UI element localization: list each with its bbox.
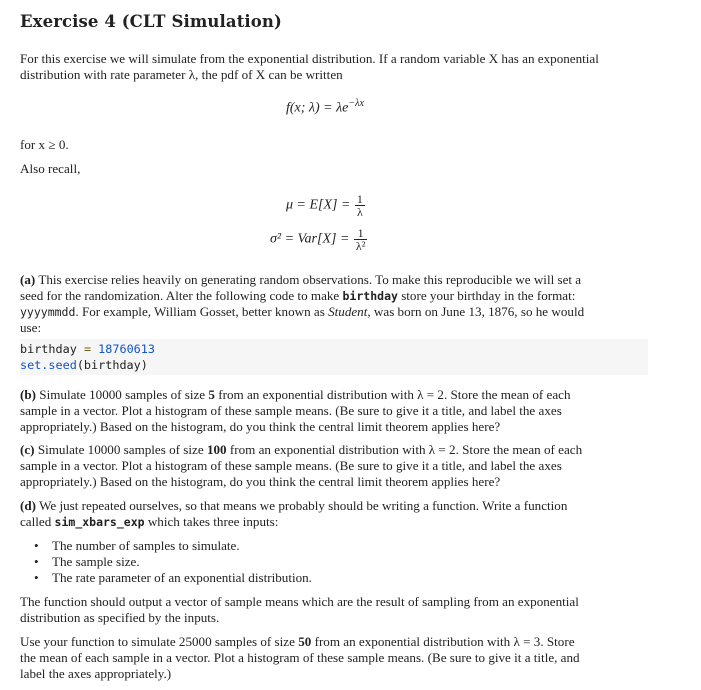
part-a-line-2a: seed for the randomization. Alter the following code to make xyxy=(20,288,340,303)
use-line-1b: from an exponential distribution with λ = 3. Store xyxy=(314,634,575,649)
list-item: • The number of samples to simulate. xyxy=(34,538,312,554)
part-a-student: Student xyxy=(328,304,368,319)
part-a-line-3: . For example, William Gosset, better known as xyxy=(75,304,325,319)
use-function-paragraph xyxy=(20,634,648,682)
intro-paragraph xyxy=(20,51,648,83)
code-assign: = xyxy=(83,342,92,356)
part-b-size: 5 xyxy=(208,387,215,402)
code-line-2 xyxy=(20,357,648,373)
use-line-3: label the axes appropriately.) xyxy=(20,666,172,681)
part-d-paragraph xyxy=(20,498,648,530)
input-list xyxy=(34,538,312,586)
part-a-code-birthday: birthday xyxy=(342,289,398,303)
pdf-exponent: −λx xyxy=(348,98,364,109)
part-d-label: (d) xyxy=(20,498,37,513)
part-b-line-1b: from an exponential distribution with λ = 2. Store the mean of each xyxy=(218,387,571,402)
variance-fraction-denominator: λ² xyxy=(355,239,366,253)
part-b-line-3: appropriately.) Based on the histogram, do you think the central limit theorem applies here? xyxy=(20,419,501,434)
part-a-label: (a) xyxy=(20,272,36,287)
part-d-fn-name: sim_xbars_exp xyxy=(54,515,145,529)
part-c-line-1a: Simulate 10000 samples of size xyxy=(37,442,204,457)
variance-equation xyxy=(270,227,368,252)
part-c-label: (c) xyxy=(20,442,35,457)
variance-equation-left: σ² = Var[X] = xyxy=(270,231,350,247)
use-line-2: the mean of each sample in a vector. Plot a histogram of these sample means. (Be sure to give it a title, and xyxy=(20,650,580,665)
pdf-equation xyxy=(286,98,364,117)
part-a-line-2b: store your birthday in the format: xyxy=(401,288,576,303)
intro-line-2: distribution with rate parameter λ, the pdf of X can be written xyxy=(20,67,343,82)
part-b-paragraph xyxy=(20,387,648,435)
part-c-line-1b: from an exponential distribution with λ = 2. Store the mean of each xyxy=(229,442,583,457)
output-line-1: The function should output a vector of sample means which are the result of sampling from an exponential xyxy=(20,594,579,609)
code-arg: (birthday) xyxy=(76,358,148,372)
part-c-size: 100 xyxy=(206,442,227,457)
intro-line-1: For this exercise we will simulate from the exponential distribution. If a random variable X has an exponential xyxy=(20,51,599,66)
part-b-line-2: sample in a vector. Plot a histogram of these sample means. (Be sure to give it a title, and label the axes xyxy=(20,403,562,418)
part-d-line-2a: called xyxy=(20,514,52,529)
also-recall-text: Also recall, xyxy=(20,161,81,176)
part-b-label: (b) xyxy=(20,387,37,402)
code-block[interactable] xyxy=(20,339,648,375)
code-var: birthday xyxy=(20,342,77,356)
output-line-2: distribution as specified by the inputs. xyxy=(20,610,220,625)
variance-fraction xyxy=(354,227,367,252)
variance-fraction-numerator: 1 xyxy=(354,227,367,240)
mean-equation-left: μ = E[X] = xyxy=(286,197,351,213)
code-line-1 xyxy=(20,341,648,357)
pdf-equation-body: f(x; λ) = λe xyxy=(286,100,349,116)
part-a-line-1: This exercise relies heavily on generating random observations. To make this reproducible we will set a xyxy=(38,272,582,287)
use-line-1a: Use your function to simulate 25000 samples of size xyxy=(20,634,295,649)
part-d-line-1: We just repeated ourselves, so that means we probably should be writing a function. Write a function xyxy=(39,498,568,513)
part-a-line-4: use: xyxy=(20,320,42,335)
exercise-title: Exercise 4 (CLT Simulation) xyxy=(20,12,282,31)
list-item: • The rate parameter of an exponential distribution. xyxy=(34,570,312,586)
list-item: • The sample size. xyxy=(34,554,312,570)
code-fn: set.seed xyxy=(20,358,77,372)
part-a-paragraph xyxy=(20,272,648,336)
part-a-code-format: yyyymmdd xyxy=(20,305,76,319)
part-a-line-3b: , was born on June 13, 1876, so he would xyxy=(367,304,585,319)
use-size: 50 xyxy=(298,634,312,649)
mean-fraction-numerator: 1 xyxy=(356,192,363,206)
mean-fraction xyxy=(355,193,365,218)
part-c-line-3: appropriately.) Based on the histogram, do you think the central limit theorem applies here? xyxy=(20,474,501,489)
mean-fraction-denominator: λ xyxy=(357,205,363,219)
code-value: 18760613 xyxy=(98,342,155,356)
mean-equation xyxy=(286,193,366,218)
part-c-paragraph xyxy=(20,442,648,490)
part-c-line-2: sample in a vector. Plot a histogram of these sample means. (Be sure to give it a title, and label the axes xyxy=(20,458,562,473)
part-b-line-1a: Simulate 10000 samples of size xyxy=(39,387,206,402)
for-x-text: for x ≥ 0. xyxy=(20,137,69,152)
part-d-line-2b: which takes three inputs: xyxy=(147,514,279,529)
function-output-paragraph xyxy=(20,594,648,626)
